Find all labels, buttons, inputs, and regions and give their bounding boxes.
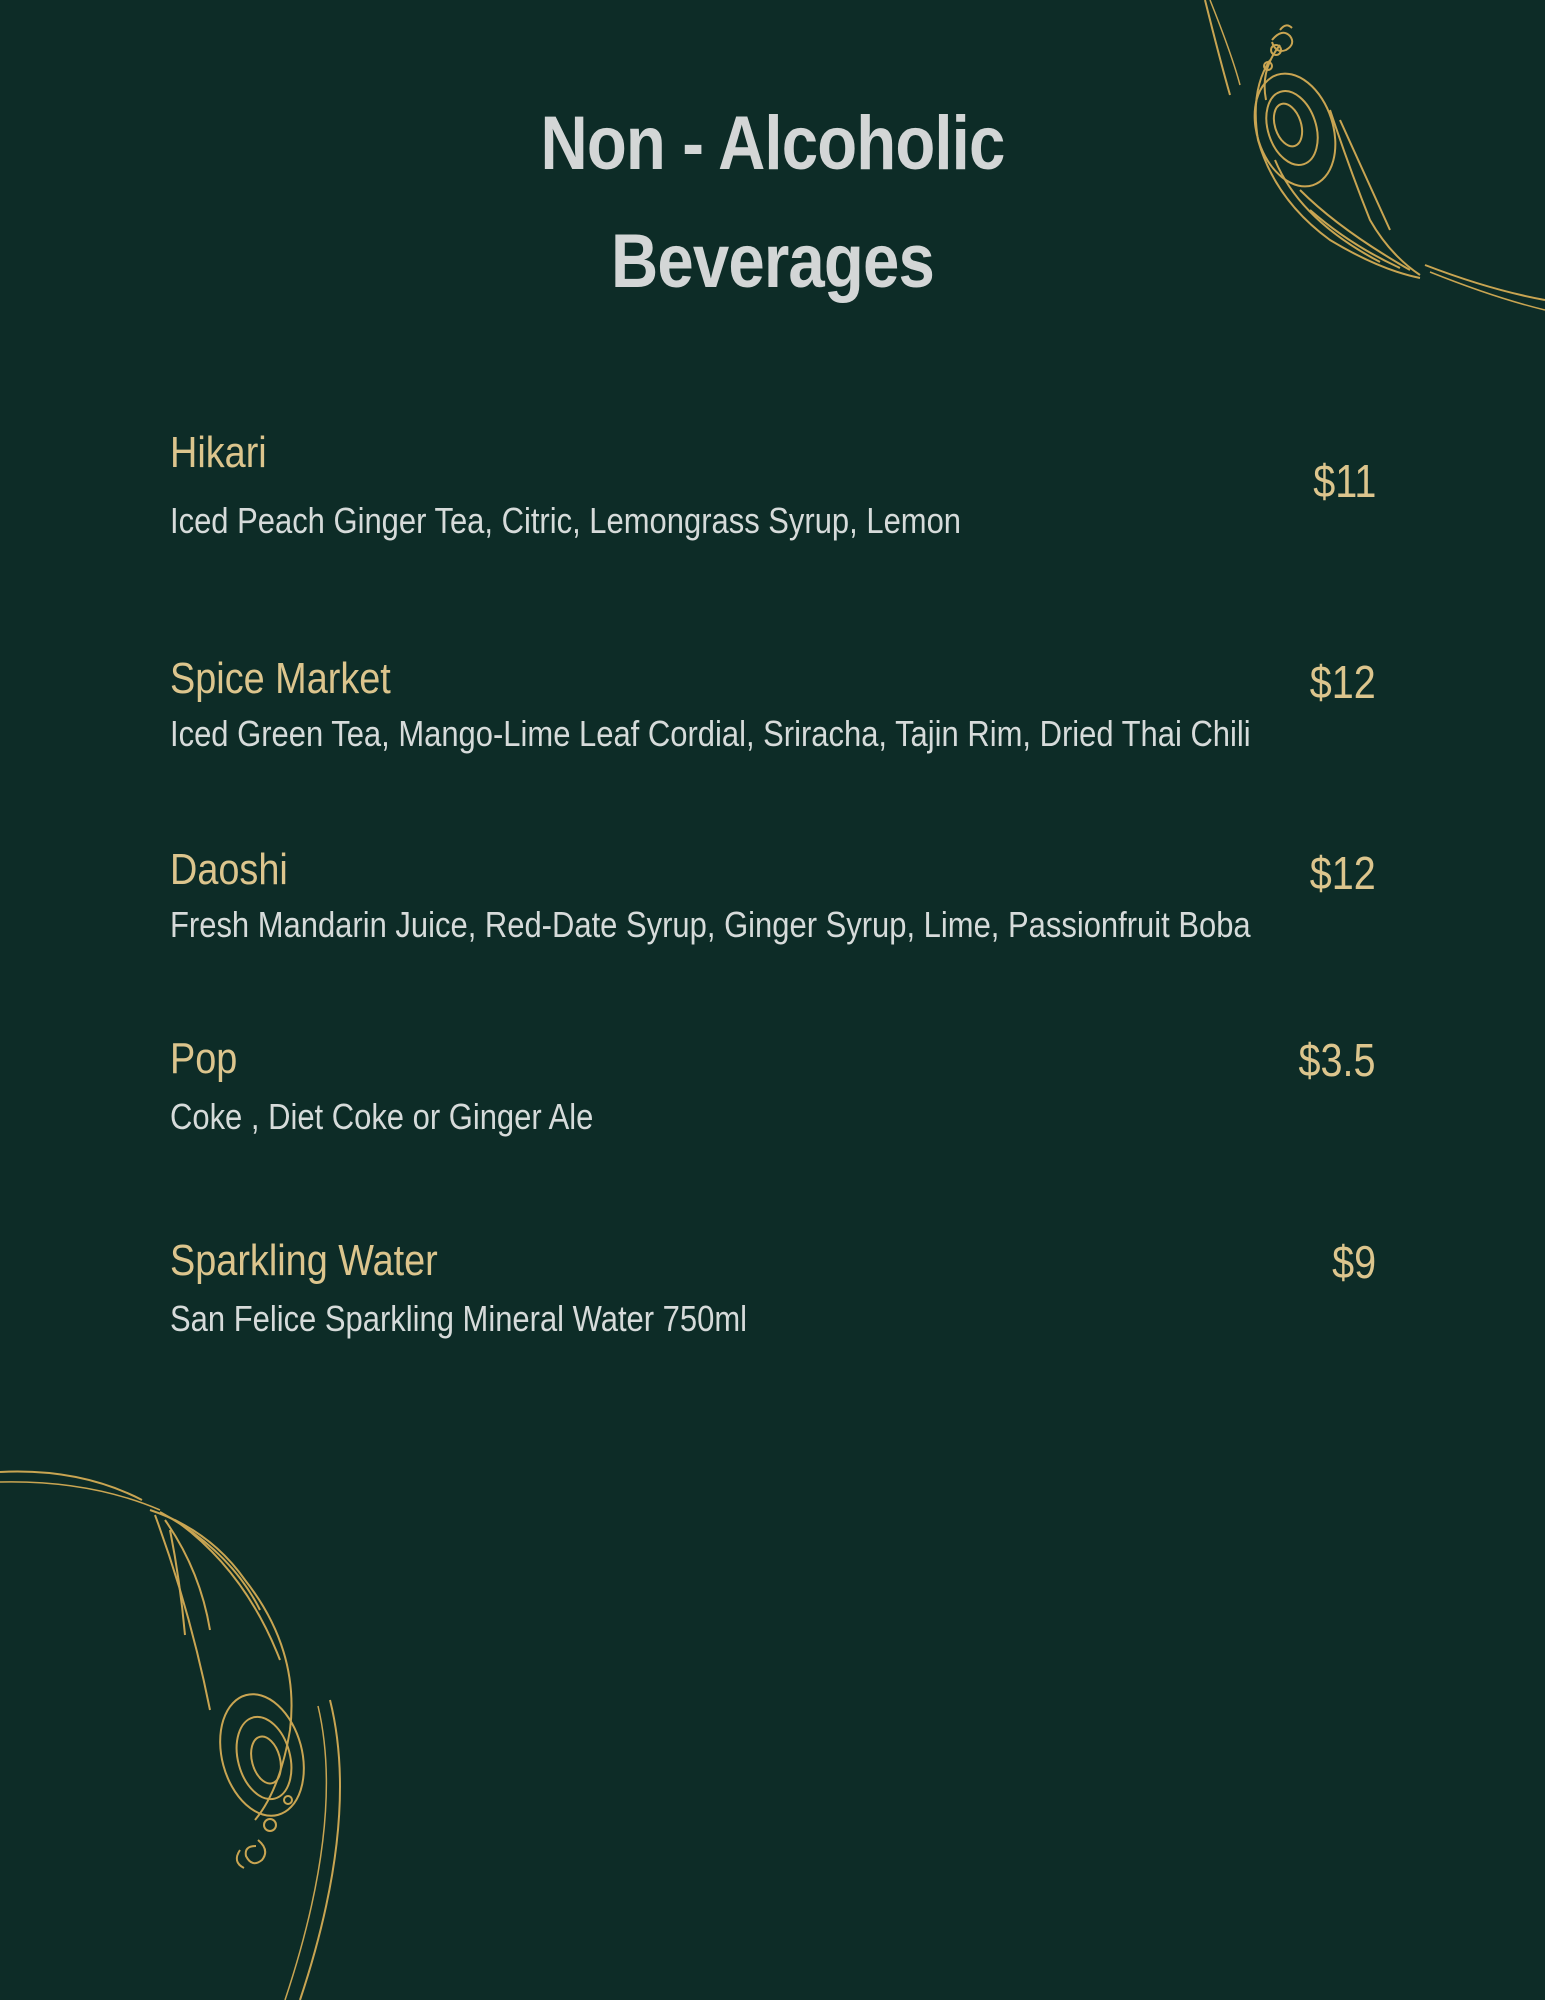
menu-title-line-2: Beverages	[611, 219, 934, 304]
item-name-pop: Pop	[170, 1034, 238, 1083]
item-price-hikari: $11	[1312, 455, 1376, 507]
item-name-hikari: Hikari	[170, 428, 267, 477]
item-price-daoshi: $12	[1309, 847, 1376, 899]
item-description-sparkling-water: San Felice Sparkling Mineral Water 750ml	[170, 1298, 748, 1339]
peacock-feather-icon	[0, 1460, 380, 2000]
item-name-daoshi: Daoshi	[170, 845, 288, 894]
item-name-spice-market: Spice Market	[170, 654, 391, 703]
item-price-sparkling-water: $9	[1331, 1236, 1376, 1288]
item-name-sparkling-water: Sparkling Water	[170, 1236, 438, 1285]
item-description-hikari: Iced Peach Ginger Tea, Citric, Lemongrass Syrup, Lemon	[170, 500, 962, 541]
menu-title-line-1: Non - Alcoholic	[540, 101, 1005, 186]
item-price-spice-market: $12	[1309, 656, 1376, 708]
item-description-pop: Coke , Diet Coke or Ginger Ale	[170, 1096, 594, 1137]
item-description-spice-market: Iced Green Tea, Mango-Lime Leaf Cordial, Sriracha, Tajin Rim, Dried Thai Chili	[170, 713, 1251, 754]
item-price-pop: $3.5	[1299, 1034, 1376, 1086]
item-description-daoshi: Fresh Mandarin Juice, Red-Date Syrup, Ginger Syrup, Lime, Passionfruit Boba	[170, 904, 1251, 945]
